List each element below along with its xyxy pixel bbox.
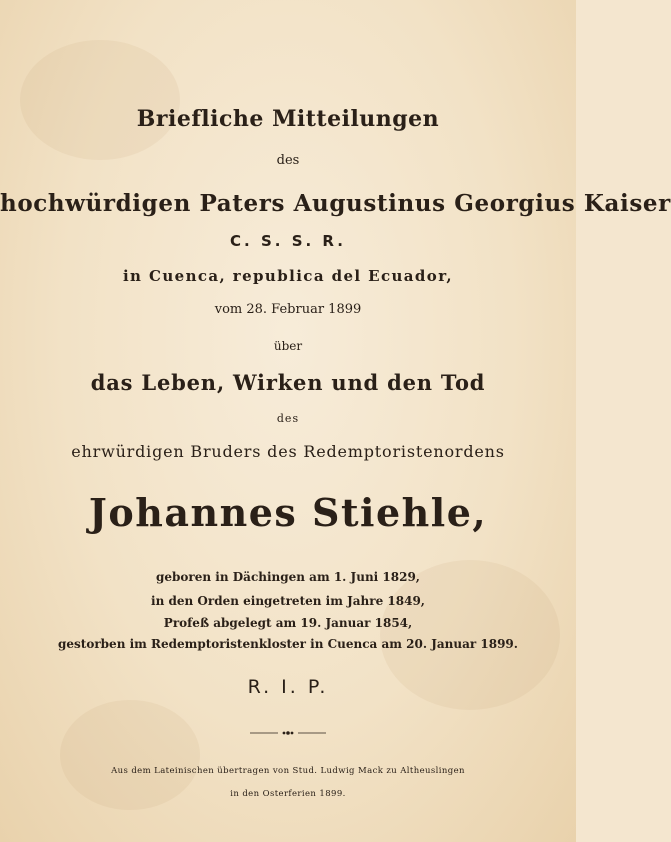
birth-line: geboren in Dächingen am 1. Juni 1829, — [156, 570, 420, 584]
profession-line: Profeß abgelegt am 19. Januar 1854, — [163, 616, 413, 630]
death-line: gestorben im Redemptoristenkloster in Cuenca am 20. Januar 1899. — [58, 637, 518, 651]
rip-line: R. I. P. — [247, 676, 329, 698]
paper-stain — [20, 40, 180, 160]
date-line: vom 28. Februar 1899 — [214, 302, 362, 317]
document-title: Briefliche Mitteilungen — [136, 106, 440, 132]
place-line: in Cuenca, republica del Ecuador, — [122, 267, 454, 285]
translation-note: Aus dem Lateinischen übertragen von Stud. Ludwig Mack zu Altheuslingen — [111, 766, 465, 776]
divider-ornament-icon — [248, 727, 328, 739]
order-abbreviation: C. S. S. R. — [230, 232, 346, 250]
connector-ueber: über — [273, 339, 303, 353]
author-line: hochwürdigen Paters Augustinus Georgius Kaiser — [0, 190, 671, 217]
translation-date: in den Osterferien 1899. — [230, 789, 346, 799]
order-entry-line: in den Orden eingetreten im Jahre 1849, — [151, 594, 425, 608]
deceased-name: Johannes Stiehle, — [88, 490, 488, 535]
connector-des: des — [276, 153, 300, 168]
subject-line: das Leben, Wirken und den Tod — [90, 370, 486, 395]
brother-line: ehrwürdigen Bruders des Redemptoristenordens — [71, 442, 505, 461]
connector-des-2: des — [276, 412, 300, 425]
